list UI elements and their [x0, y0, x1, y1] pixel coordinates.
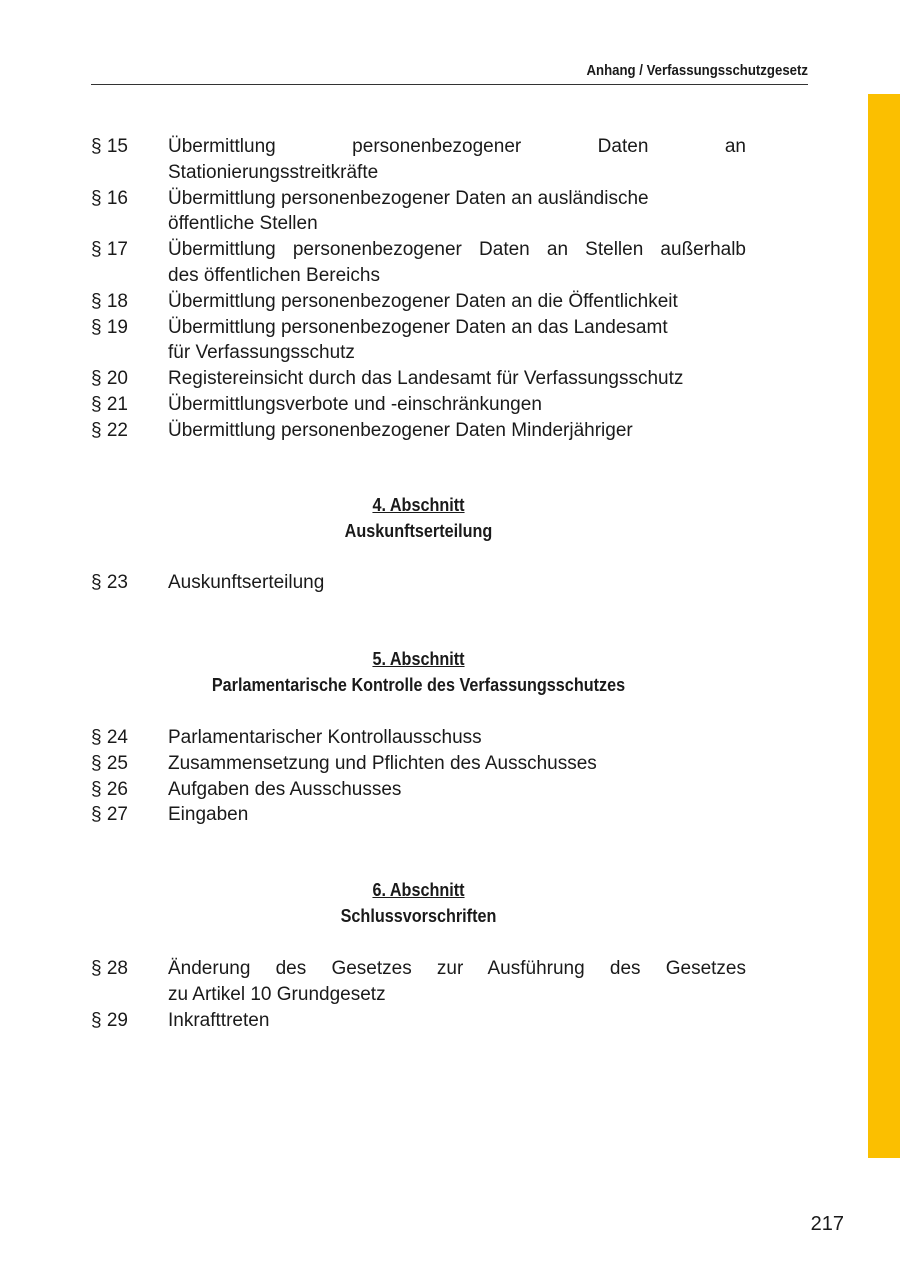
- section-title: Auskunftserteilung: [344, 520, 493, 541]
- section-label: 4. Abschnitt: [372, 495, 465, 515]
- section-heading-5: [91, 647, 746, 698]
- paragraph-number: § 29: [91, 1009, 128, 1031]
- paragraph-number: § 24: [91, 727, 128, 748]
- page-number: 217: [810, 1213, 844, 1235]
- header-rule: [91, 84, 808, 85]
- entry-text: Parlamentarischer Kontrollausschuss: [168, 727, 482, 748]
- toc-block-6: [91, 956, 746, 1033]
- entry-text: Übermittlung personenbezogener Daten Minderjähriger: [168, 419, 633, 441]
- paragraph-number: § 21: [91, 393, 128, 415]
- entry-text: Übermittlung personenbezogener Daten an ausländische: [168, 187, 649, 209]
- entry-text: Stationierungsstreitkräfte: [168, 161, 379, 183]
- section-heading-4: [91, 493, 746, 544]
- paragraph-number: § 15: [91, 136, 128, 157]
- section-label: 5. Abschnitt: [372, 649, 465, 669]
- paragraph-number: § 22: [91, 419, 128, 441]
- toc-entry: [91, 725, 746, 751]
- toc-block-4: [91, 570, 746, 596]
- toc-entry: [91, 289, 746, 315]
- paragraph-number: § 23: [91, 572, 128, 593]
- entry-text: öffentliche Stellen: [168, 213, 318, 235]
- entry-text: Auskunftserteilung: [168, 572, 325, 593]
- entry-text: Übermittlung personenbezogener Daten an: [168, 136, 746, 157]
- paragraph-number: § 28: [91, 958, 128, 979]
- toc-entry: [91, 237, 746, 289]
- toc-entry: [91, 1008, 746, 1034]
- entry-text: Inkrafttreten: [168, 1009, 270, 1031]
- paragraph-number: § 17: [91, 239, 128, 261]
- entry-text: Zusammensetzung und Pflichten des Ausschusses: [168, 752, 597, 774]
- entry-text: Übermittlungsverbote und -einschränkungen: [168, 393, 542, 415]
- thumb-index-tab: [868, 94, 900, 1158]
- toc-entry: [91, 315, 746, 367]
- toc-entry: [91, 186, 746, 238]
- entry-text: Übermittlung personenbezogener Daten an die Öffentlichkeit: [168, 290, 678, 312]
- toc-entry: [91, 134, 746, 186]
- toc-entry: [91, 777, 746, 803]
- entry-text: zu Artikel 10 Grundgesetz: [168, 983, 386, 1005]
- entry-text: Eingaben: [168, 804, 249, 826]
- paragraph-number: § 25: [91, 752, 128, 774]
- toc-entry: [91, 418, 746, 444]
- section-title: Schlussvorschriften: [340, 905, 497, 926]
- entry-text: Registereinsicht durch das Landesamt für Verfassungsschutz: [168, 368, 684, 390]
- running-header: Anhang / Verfassungsschutzgesetz: [586, 62, 808, 79]
- entry-text: Aufgaben des Ausschusses: [168, 778, 402, 800]
- entry-text: für Verfassungsschutz: [168, 342, 355, 364]
- toc-block-3: [91, 134, 746, 444]
- section-heading-6: [91, 878, 746, 929]
- paragraph-number: § 16: [91, 187, 128, 209]
- toc-entry: [91, 392, 746, 418]
- toc-entry: [91, 956, 746, 1008]
- entry-text: Übermittlung personenbezogener Daten an das Landesamt: [168, 316, 668, 338]
- toc-entry: [91, 366, 746, 392]
- section-title: Parlamentarische Kontrolle des Verfassungsschutzes: [211, 674, 626, 695]
- toc-entry: [91, 802, 746, 828]
- paragraph-number: § 19: [91, 316, 128, 338]
- toc-entry: [91, 570, 746, 596]
- section-label: 6. Abschnitt: [372, 880, 465, 900]
- paragraph-number: § 20: [91, 368, 128, 390]
- entry-text: des öffentlichen Bereichs: [168, 264, 380, 286]
- toc-block-5: [91, 725, 746, 828]
- paragraph-number: § 27: [91, 804, 128, 826]
- paragraph-number: § 26: [91, 778, 128, 800]
- toc-entry: [91, 751, 746, 777]
- entry-text: Änderung des Gesetzes zur Ausführung des Gesetzes: [168, 958, 746, 979]
- entry-text: Übermittlung personenbezogener Daten an Stellen außerhalb: [168, 239, 746, 261]
- paragraph-number: § 18: [91, 290, 128, 312]
